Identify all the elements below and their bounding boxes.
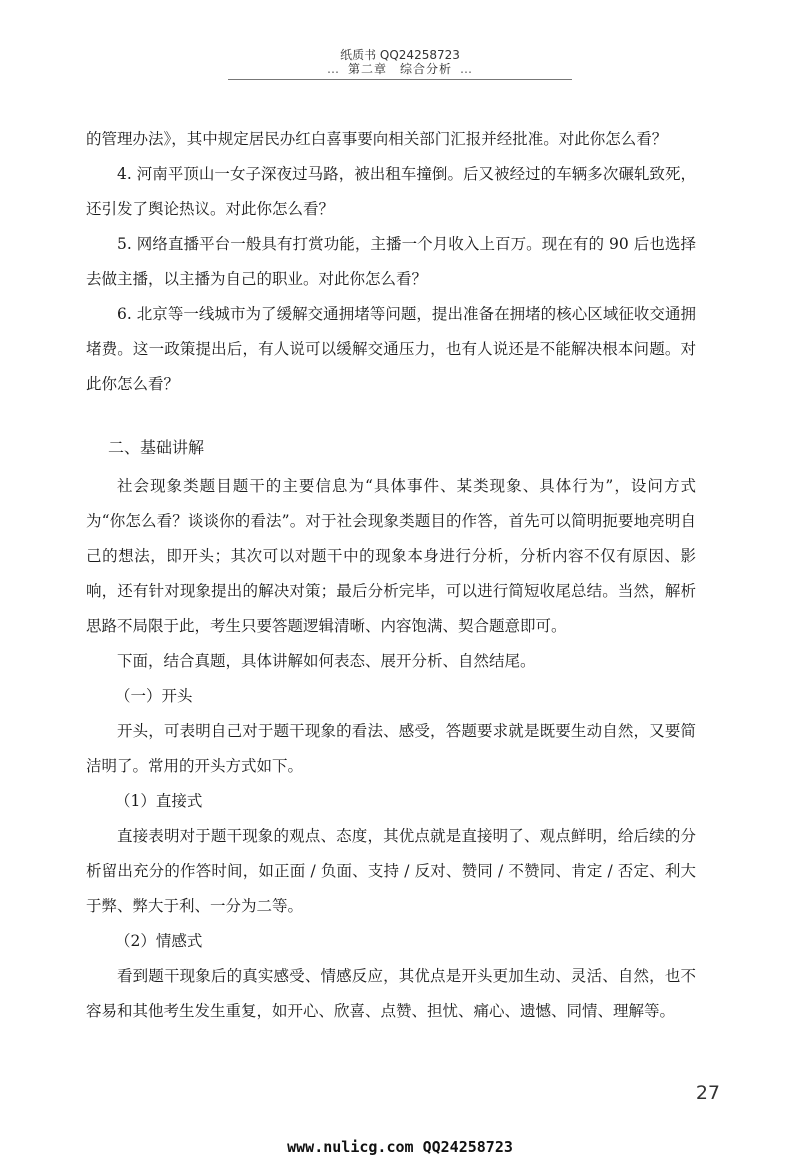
footer-watermark: www.nulicg.com QQ24258723 <box>287 1138 513 1156</box>
item-text: 直接表明对于题干现象的观点、态度，其优点就是直接明了、观点鲜明，给后续的分析留出充分的作答时间，如正面 / 负面、支持 / 反对、赞同 / 不赞同、肯定 / 否定、利大于弊、弊大于利、一分为二等。 <box>86 827 696 915</box>
question-item: 4. 河南平顶山一女子深夜过马路，被出租车撞倒。后又被经过的车辆多次碾轧致死，还引发了舆论热议。对此你怎么看？ <box>86 165 696 218</box>
paragraph: 下面，结合真题，具体讲解如何表态、展开分析、自然结尾。 <box>117 652 536 670</box>
item-text: 看到题干现象后的真实感受、情感反应，其优点是开头更加生动、灵活、自然，也不容易和其他考生发生重复，如开心、欣喜、点赞、担忧、痛心、遗憾、同情、理解等。 <box>86 967 696 1020</box>
paragraph: 开头，可表明自己对于题干现象的看法、感受，答题要求就是既要生动自然，又要简洁明了。常用的开头方式如下。 <box>86 722 696 775</box>
header-dots-left: … <box>326 62 340 76</box>
page-number: 27 <box>695 1082 720 1104</box>
item-heading: （1）直接式 <box>115 792 203 810</box>
section-heading: 二、基础讲解 <box>108 438 205 457</box>
paragraph: 的管理办法》，其中规定居民办红白喜事要向相关部门汇报并经批准。对此你怎么看？ <box>86 130 668 148</box>
header-watermark: 纸质书 QQ24258723 <box>340 48 460 62</box>
item-heading: （2）情感式 <box>115 932 203 950</box>
page-body <box>86 122 696 1029</box>
header-dots-right: … <box>460 62 473 76</box>
question-item: 6. 北京等一线城市为了缓解交通拥堵等问题，提出准备在拥堵的核心区域征收交通拥堵费。这一政策提出后，有人说可以缓解交通压力，也有人说还是不能解决根本问题。对此你怎么看？ <box>86 305 696 393</box>
header-rule <box>228 79 572 80</box>
section-gap <box>86 402 696 426</box>
paragraph: 社会现象类题目题干的主要信息为“具体事件、某类现象、具体行为”，设问方式为“你怎么看？谈谈你的看法”。对于社会现象类题目的作答，首先可以简明扼要地亮明自己的想法，即开头；其次可以对题干中的现象本身进行分析，分析内容不仅有原因、影响，还有针对现象提出的解决对策；最后分析完毕，可以进行简短收尾总结。当然，解析思路不局限于此，考生只要答题逻辑清晰、内容饱满、契合题意即可。 <box>86 477 696 635</box>
chapter-title: 第二章 综合分析 <box>347 62 452 76</box>
chapter-header <box>0 60 800 77</box>
subsection-heading: （一）开头 <box>115 687 193 705</box>
question-item: 5. 网络直播平台一般具有打赏功能，主播一个月收入上百万。现在有的 90 后也选择去做主播，以主播为自己的职业。对此你怎么看？ <box>86 235 696 288</box>
